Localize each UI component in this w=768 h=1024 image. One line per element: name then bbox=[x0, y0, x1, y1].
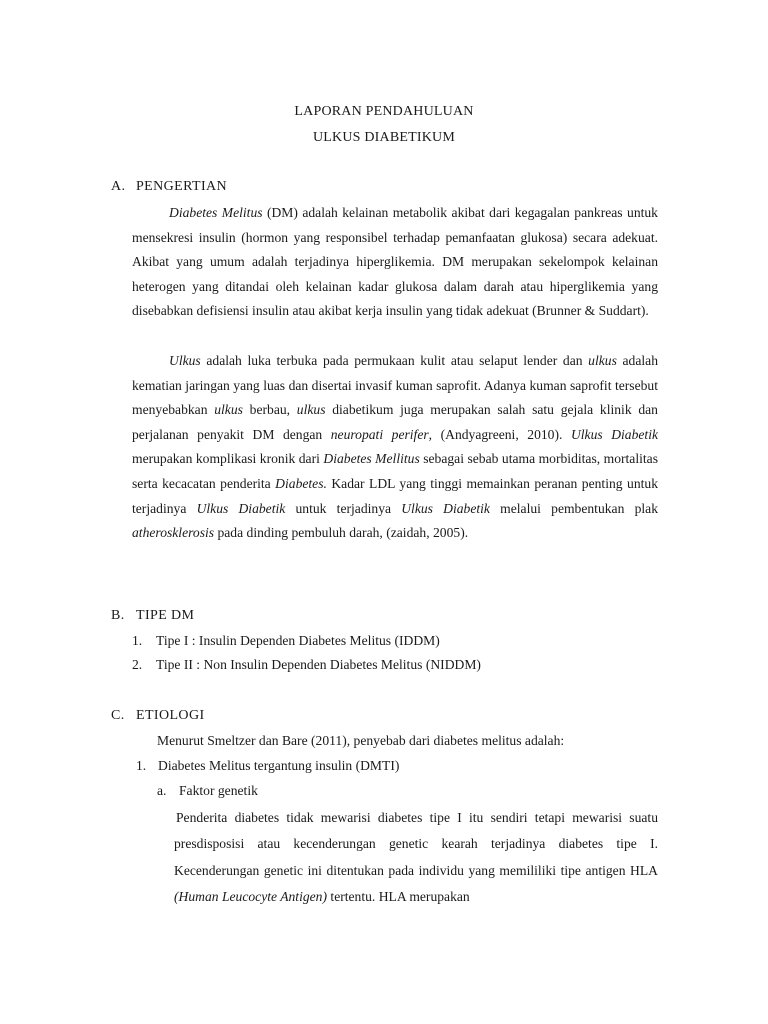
paragraph-pengertian-2 bbox=[132, 349, 658, 546]
list-item-number: 2. bbox=[132, 657, 143, 672]
paragraph-faktor-genetik-text bbox=[174, 810, 658, 904]
text-run: merupakan komplikasi kronik dari bbox=[132, 451, 324, 467]
section-b-number: B. bbox=[111, 608, 125, 623]
italic-run: atherosklerosis bbox=[132, 525, 215, 541]
italic-run: Ulkus bbox=[169, 353, 201, 368]
list-item bbox=[132, 633, 440, 649]
etiologi-sub-a bbox=[157, 783, 258, 799]
text-run: tertentu. HLA merupakan bbox=[327, 888, 470, 904]
paragraph-pengertian-1-text bbox=[132, 205, 658, 318]
text-run: sebagai sebab utama morbiditas, mortalitas serta kecacatan penderita bbox=[132, 451, 658, 491]
paragraph-pengertian-1 bbox=[132, 201, 658, 324]
italic-run: (Human Leucocyte Antigen) bbox=[174, 888, 328, 904]
italic-run: ulkus bbox=[214, 402, 243, 418]
italic-run: neuropati perifer bbox=[330, 426, 429, 442]
text-run: adalah kematian jaringan yang luas dan disertai invasif kuman saprofit. Adanya kuman saprofit tersebut menyebabkan bbox=[132, 353, 658, 418]
text-run: , (Andyagreeni, 2010). bbox=[428, 426, 571, 442]
list-item-text: Tipe I : Insulin Dependen Diabetes Melitus (IDDM) bbox=[156, 633, 440, 648]
italic-run: Ulkus Diabetik bbox=[401, 500, 490, 516]
list-item-number: 1. bbox=[132, 633, 143, 648]
text-run: Penderita diabetes tidak mewarisi diabetes tipe I itu sendiri tetapi mewarisi suatu presdisposisi atau kecenderungan genetic kearah terjadinya diabetes tipe I. Kecenderungan genetic ini ditentukan pada individu yang memililiki tipe antigen HLA bbox=[174, 810, 658, 878]
document-title: LAPORAN PENDAHULUAN bbox=[294, 104, 474, 119]
section-b-title: TIPE DM bbox=[136, 608, 195, 623]
section-c-heading bbox=[111, 708, 205, 724]
etiologi-item-1-text: Diabetes Melitus tergantung insulin (DMTI) bbox=[158, 758, 400, 773]
list-item bbox=[132, 657, 481, 673]
section-b-heading bbox=[111, 608, 194, 624]
section-a-title: PENGERTIAN bbox=[136, 179, 228, 194]
section-c-number: C. bbox=[111, 708, 125, 723]
italic-run: Ulkus Diabetik bbox=[570, 426, 659, 442]
list-item-text: Tipe II : Non Insulin Dependen Diabetes Melitus (NIDDM) bbox=[156, 657, 481, 672]
italic-run: ulkus bbox=[588, 353, 617, 368]
text-run: pada dinding pembuluh darah, (zaidah, 2005). bbox=[214, 525, 469, 541]
text-run: berbau, bbox=[242, 402, 297, 418]
italic-run: Diabetes Melitus bbox=[169, 205, 263, 220]
text-run: melalui pembentukan plak bbox=[489, 500, 658, 516]
etiologi-item-1-number: 1. bbox=[136, 758, 147, 773]
text-run: Kadar LDL yang tinggi memainkan peranan penting untuk terjadinya bbox=[132, 475, 658, 516]
etiologi-sub-a-text: Faktor genetik bbox=[179, 783, 258, 798]
italic-run: Diabetes. bbox=[275, 475, 327, 491]
section-a-number: A. bbox=[111, 179, 126, 194]
etiologi-sub-a-letter: a. bbox=[157, 783, 167, 798]
text-run: untuk terjadinya bbox=[285, 500, 402, 516]
text-run: adalah luka terbuka pada permukaan kulit atau selaput lender dan bbox=[200, 353, 589, 368]
document-subtitle: ULKUS DIABETIKUM bbox=[312, 130, 456, 145]
etiologi-item-1 bbox=[136, 758, 399, 774]
italic-run: ulkus bbox=[296, 402, 326, 418]
text-run: diabetikum juga merupakan salah satu gejala klinik dan perjalanan penyakit DM dengan bbox=[132, 402, 658, 442]
etiologi-intro: Menurut Smeltzer dan Bare (2011), penyebab dari diabetes melitus adalah: bbox=[157, 733, 565, 748]
italic-run: Ulkus Diabetik bbox=[196, 500, 286, 516]
paragraph-pengertian-2-text bbox=[132, 353, 658, 540]
section-c-title: ETIOLOGI bbox=[136, 708, 205, 723]
paragraph-faktor-genetik bbox=[174, 805, 658, 910]
section-a-heading bbox=[111, 179, 227, 195]
italic-run: Diabetes Mellitus bbox=[323, 451, 420, 467]
text-run: (DM) adalah kelainan metabolik akibat dari kegagalan pankreas untuk mensekresi insulin (hormon yang responsibel terhadap pemanfaatan glukosa) secara adekuat. Akibat yang umum adalah terjadinya hiperglikemia. DM merupakan sekelompok kelainan heterogen yang ditandai oleh kelainan kadar glukosa dalam darah atau hiperglikemia yang disebabkan defisiensi insulin atau akibat kerja insulin yang tidak adekuat (Brunner & Suddart). bbox=[132, 205, 658, 319]
